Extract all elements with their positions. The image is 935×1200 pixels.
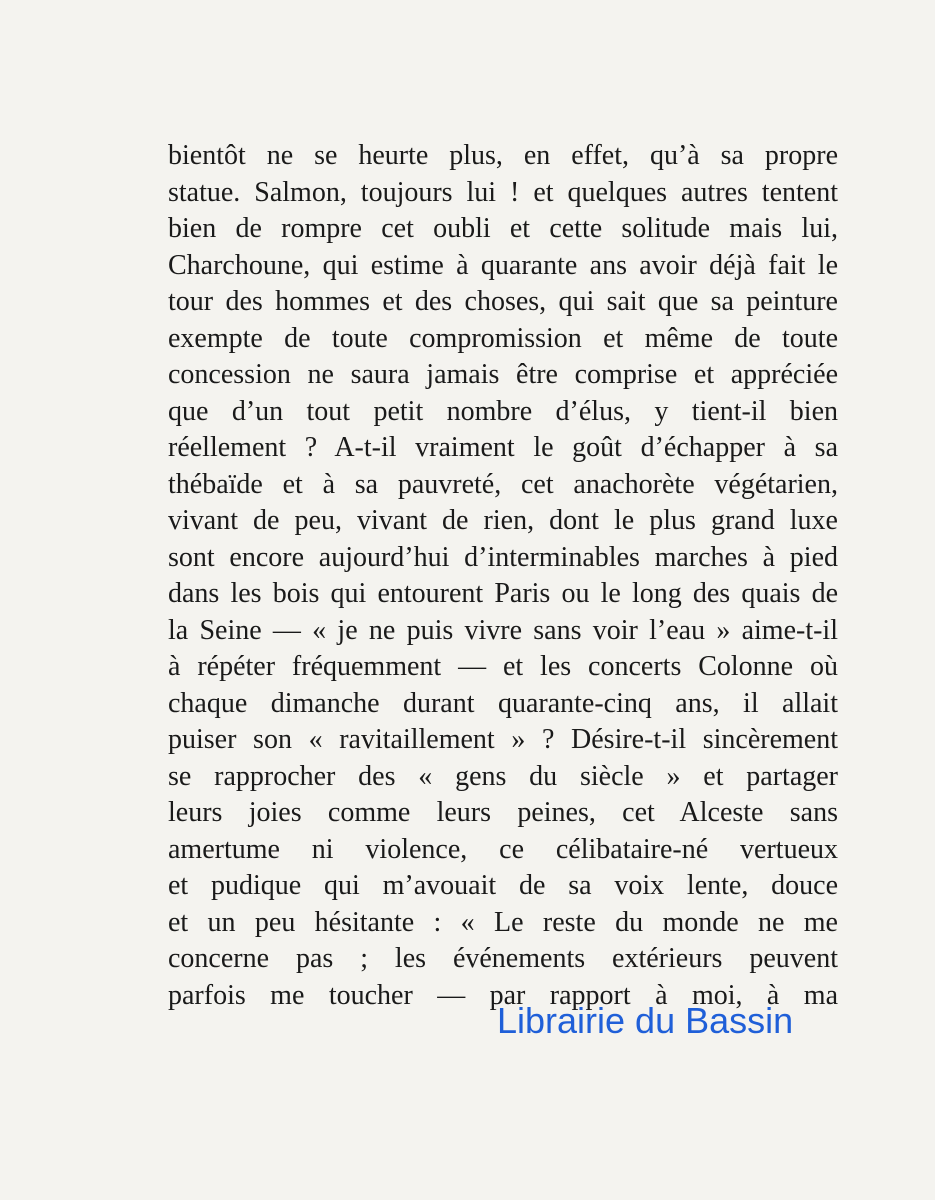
text-line: dans les bois qui entourent Paris ou le long des quais de [168,578,838,609]
text-line: Charchoune, qui estime à quarante ans avoir déjà fait le [168,249,838,281]
text-line: tour des hommes et des choses, qui sait que sa peinture [168,286,838,317]
text-line: la Seine — « je ne puis vivre sans voir l’eau » aime-t-il [168,614,838,646]
text-line: exempte de toute compromission et même de toute [168,322,838,354]
watermark-text: Librairie du Bassin [497,1000,794,1041]
text-line: et un peu hésitante : « Le reste du monde ne me [168,906,838,938]
text-line: thébaïde et à sa pauvreté, cet anachorète végétarien, [168,468,838,500]
text-line: chaque dimanche durant quarante-cinq ans, il allait [168,687,838,719]
text-line: leurs joies comme leurs peines, cet Alceste sans [168,797,838,828]
text-line: se rapprocher des « gens du siècle » et partager [168,760,838,792]
text-line: statue. Salmon, toujours lui ! et quelques autres tentent [168,176,838,208]
text-line: amertume ni violence, ce célibataire-né vertueux [168,833,838,865]
text-line: puiser son « ravitaillement » ? Désire-t-il sincèrement [168,724,838,755]
text-line: sont encore aujourd’hui d’interminables marches à pied [168,541,838,573]
text-line: bientôt ne se heurte plus, en effet, qu’à sa propre [168,140,838,171]
text-line: concerne pas ; les événements extérieurs peuvent [168,943,838,974]
text-line: à répéter fréquemment — et les concerts Colonne où [168,651,838,682]
text-line: parfois me toucher — par rapport à moi, à ma [168,979,838,1011]
text-line: réellement ? A-t-il vraiment le goût d’échapper à sa [168,432,838,463]
text-line: concession ne saura jamais être comprise et appréciée [168,359,838,390]
text-line: bien de rompre cet oubli et cette solitude mais lui, [168,213,838,244]
text-line: vivant de peu, vivant de rien, dont le plus grand luxe [168,505,838,536]
body-text [168,138,838,1014]
text-line: et pudique qui m’avouait de sa voix lente, douce [168,870,838,901]
text-line: que d’un tout petit nombre d’élus, y tient-il bien [168,395,838,427]
